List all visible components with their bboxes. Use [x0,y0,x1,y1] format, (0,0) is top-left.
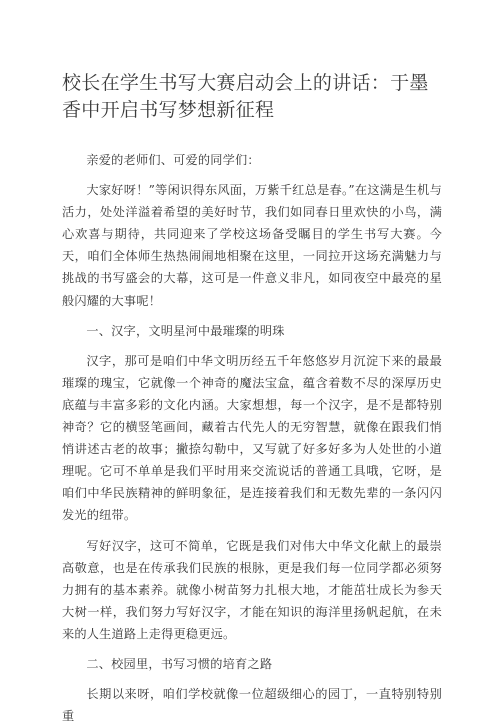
document-body [62,149,442,727]
section-heading-1: 一、汉字，文明星河中最璀璨的明珠 [86,323,285,338]
document-title: 校长在学生书写大赛启动会上的讲话：于墨香中开启书写梦想新征程 [62,72,429,121]
paragraph-hanzi-1: 汉字，那可是咱们中华文明历经五千年悠悠岁月沉淀下来的最最璀璨的瑰宝，它就像一个神奇的魔法宝盒，蕴含着数不尽的深厚历史底蕴与丰富多彩的文化内涵。大家想想，每一个汉字，是不是都特别神奇？它的横竖笔画间，藏着古代先人的无穷智慧，就像在跟我们悄悄讲述古老的故事；撇捺勾勒中，又写就了好多好多为人处世的小道理呢。它可不单单是我们平时用来交流说话的普通工具哦，它呀，是咱们中华民族精神的鲜明象征，是连接着我们和无数先辈的一条闪闪发光的纽带。 [62,353,442,523]
section-heading-2: 二、校园里，书写习惯的培育之路 [86,656,273,671]
paragraph-greeting: 大家好呀！”等闲识得东风面，万紫千红总是春。”在这满是生机与活力，处处洋溢着希望的美好时节，我们如同春日里欢快的小鸟，满心欢喜与期待，共同迎来了学校这场备受瞩目的学生书写大赛。今天，咱们全体师生热热闹闹地相聚在这里，一同拉开这场充满魅力与挑战的书写盛会的大幕，这可是一件意义非凡，如同夜空中最亮的星般闪耀的大事呢！ [62,183,442,308]
salutation: 亲爱的老师们、可爱的同学们： [86,153,260,167]
paragraph-hanzi-2: 写好汉字，这可不简单，它既是我们对伟大中华文化献上的最崇高敬意，也是在传承我们民族的根脉，更是我们每一位同学都必须努力拥有的基本素养。就像小树苗努力扎根大地，才能茁壮成长为参天大树一样，我们努力写好汉字，才能在知识的海洋里扬帆起航，在未来的人生道路上走得更稳更远。 [62,538,442,641]
paragraph-campus-1: 长期以来呀，咱们学校就像一位超级细心的园丁，一直特别特别重 [62,687,442,724]
